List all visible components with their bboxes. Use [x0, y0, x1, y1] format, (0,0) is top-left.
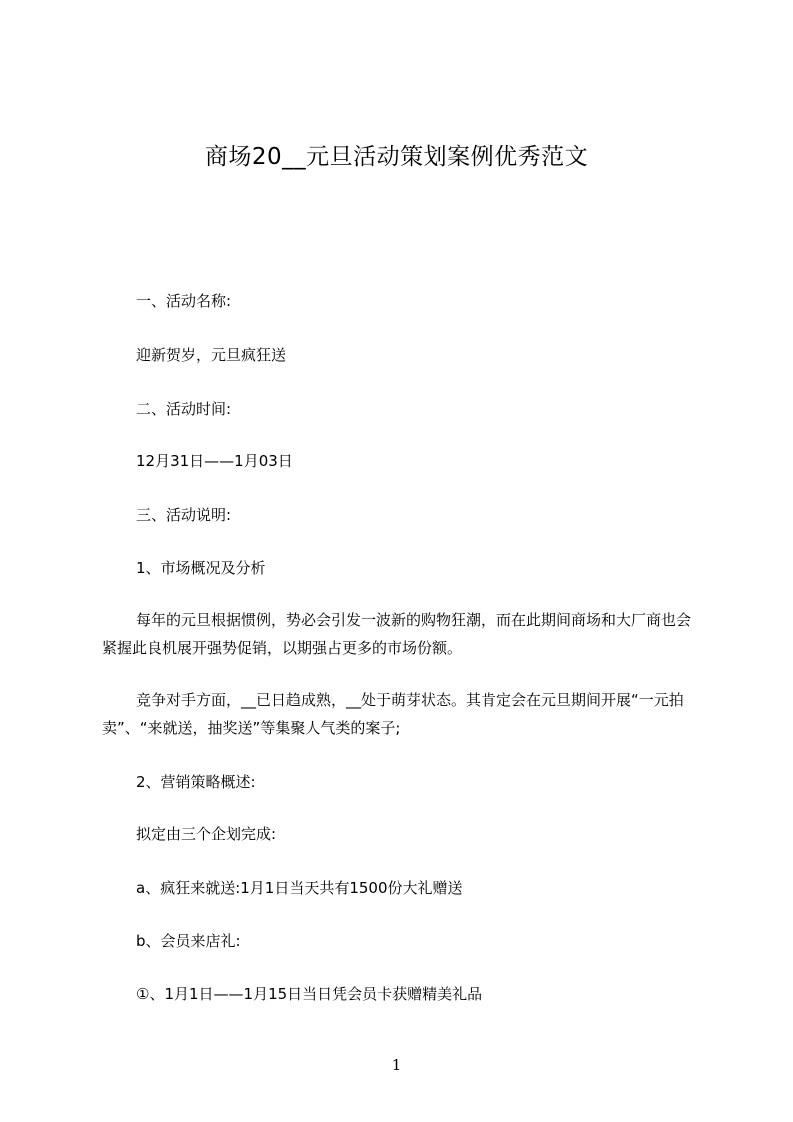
subsection-market-analysis: 1、市场概况及分析 [136, 559, 266, 577]
activity-time-text: 12月31日——1月03日 [136, 452, 293, 470]
section-heading-activity-time: 二、活动时间: [136, 400, 232, 418]
competitor-paragraph: 竞争对手方面，__已日趋成熟，__处于萌芽状态。其肯定会在元旦期间开展“一元拍卖”、“来就送，抽奖送”等集聚人气类的案子; [102, 691, 684, 737]
plan-item-a: a、疯狂来就送:1月1日当天共有1500份大礼赠送 [136, 879, 463, 897]
section-heading-activity-description: 三、活动说明: [136, 506, 232, 524]
document-title: 商场20__元旦活动策划案例优秀范文 [204, 144, 589, 170]
subsection-marketing-strategy: 2、营销策略概述: [136, 773, 256, 791]
activity-name-text: 迎新贺岁，元旦疯狂送 [136, 346, 287, 364]
market-analysis-paragraph: 每年的元旦根据惯例，势必会引发一波新的购物狂潮，而在此期间商场和大厂商也会紧握此良机展开强势促销，以期强占更多的市场份额。 [102, 611, 692, 657]
strategy-intro-text: 拟定由三个企划完成: [136, 825, 277, 843]
plan-item-b-1: ①、1月1日——1月15日当日凭会员卡获赠精美礼品 [136, 985, 483, 1003]
plan-item-b: b、会员来店礼: [136, 932, 241, 950]
page-number: 1 [391, 1056, 402, 1074]
section-heading-activity-name: 一、活动名称: [136, 292, 232, 310]
